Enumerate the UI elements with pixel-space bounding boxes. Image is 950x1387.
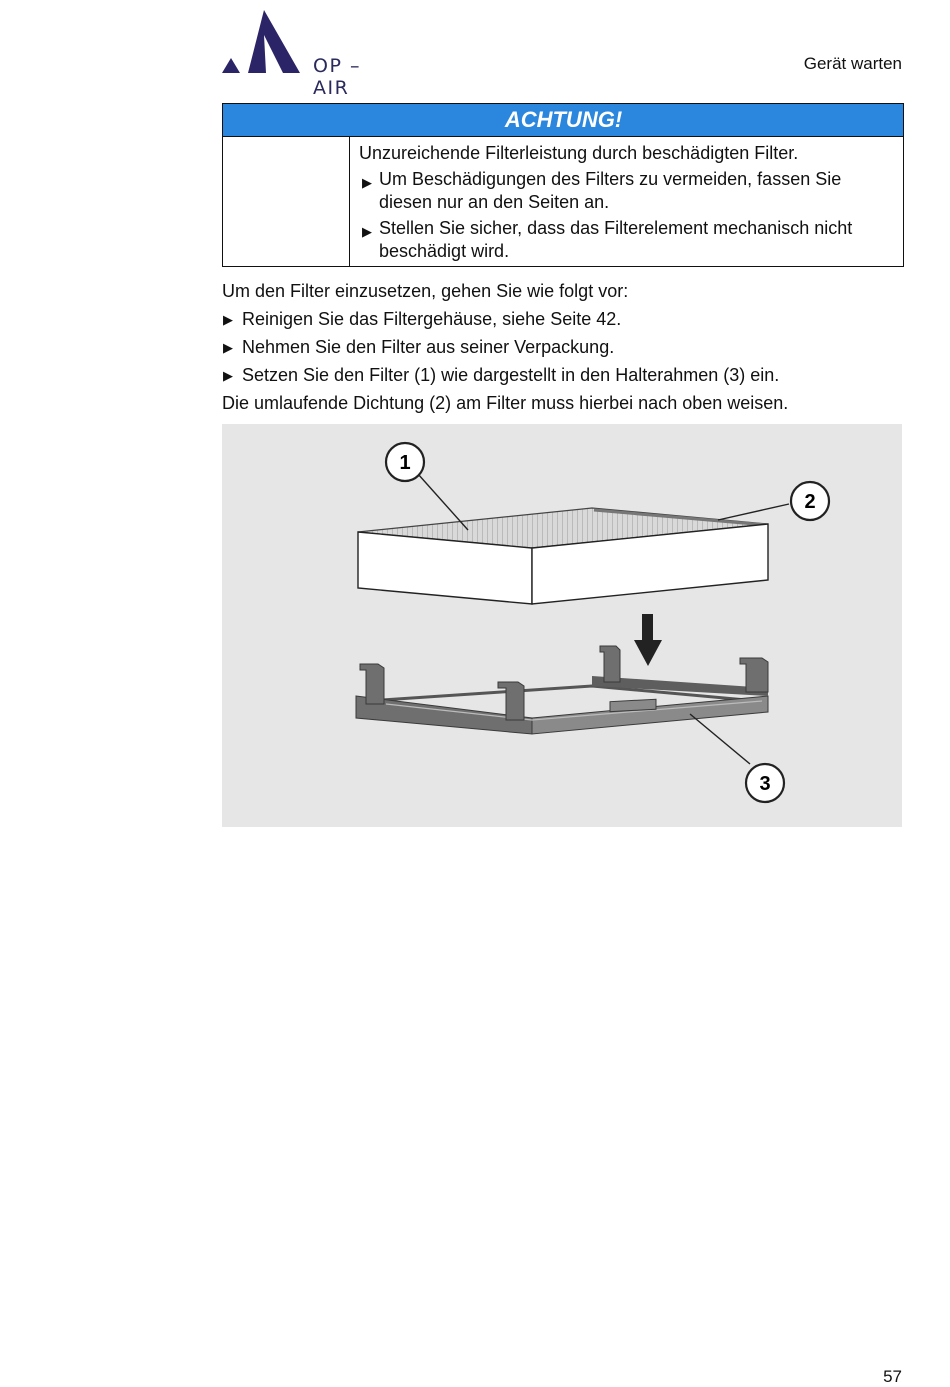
brand-name: OP – AIR [313,55,361,99]
instructions-intro: Um den Filter einzusetzen, gehen Sie wie folgt vor: [222,281,629,301]
filter-installation-figure [222,424,902,827]
instructions [222,277,922,417]
callout-1 [386,443,424,481]
arrow-down-icon [634,640,662,666]
warning-item-text: Stellen Sie sicher, dass das Filterelement mechanisch nicht beschädigt wird. [379,218,853,261]
svg-text:3: 3 [759,773,771,795]
step-item [222,361,922,389]
svg-text:1: 1 [399,452,411,474]
bullet-triangle-icon: ▶ [362,175,372,190]
step-item [222,333,922,361]
warning-title: ACHTUNG! [223,104,903,137]
warning-item [359,217,893,263]
bullet-triangle-icon: ▶ [223,312,233,327]
step-item [222,305,922,333]
section-title: Gerät warten [803,54,902,73]
bullet-triangle-icon: ▶ [362,224,372,239]
callout-3 [746,764,784,802]
callout-2 [791,482,829,520]
warning-divider [349,137,350,267]
warning-intro: Unzureichende Filterleistung durch beschädigten Filter. [359,143,799,163]
filter-illustration [222,424,902,827]
warning-box [222,103,904,267]
warning-text [359,142,893,266]
brand-logo [222,8,402,99]
bullet-triangle-icon: ▶ [223,368,233,383]
svg-text:2: 2 [804,491,816,513]
bullet-triangle-icon: ▶ [223,340,233,355]
warning-body [223,137,903,267]
warning-item [359,168,893,214]
step-text: Reinigen Sie das Filtergehäuse, siehe Seite 42. [242,309,622,329]
page-number: 57 [883,1367,902,1386]
instructions-note: Die umlaufende Dichtung (2) am Filter muss hierbei nach oben weisen. [222,393,789,413]
step-text: Nehmen Sie den Filter aus seiner Verpackung. [242,337,615,357]
logo-mark-icon [222,8,312,78]
warning-item-text: Um Beschädigungen des Filters zu vermeiden, fassen Sie diesen nur an den Seiten an. [379,169,842,212]
step-text: Setzen Sie den Filter (1) wie dargestellt in den Halterahmen (3) ein. [242,365,780,385]
